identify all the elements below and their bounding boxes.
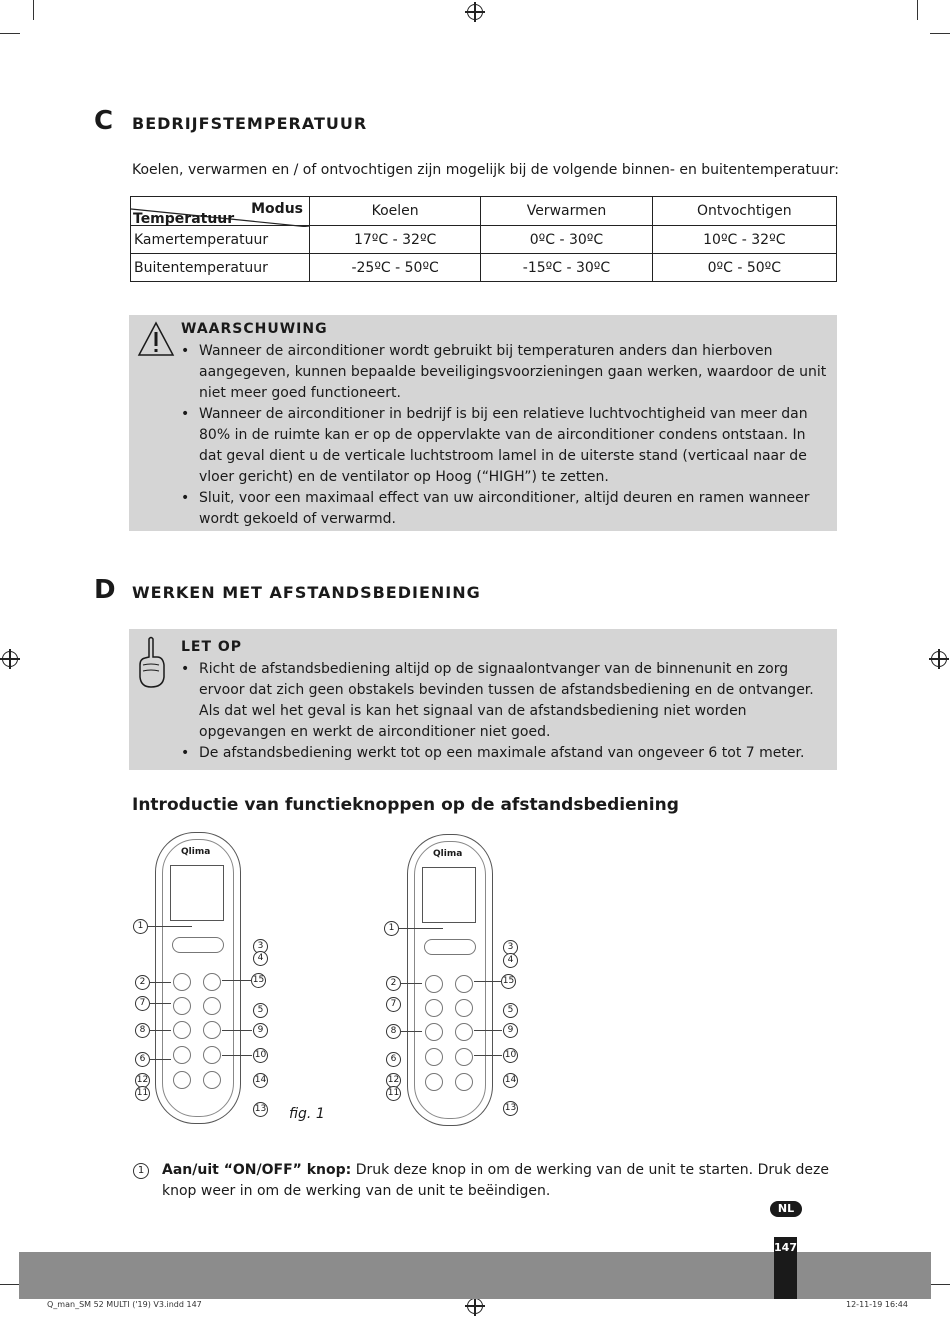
leader-line (149, 1030, 171, 1031)
table-cell: -15ºC - 30ºC (481, 254, 652, 282)
remote-button (173, 997, 191, 1015)
remote-button (425, 999, 443, 1017)
remote-button (425, 975, 443, 993)
section-c-title: BEDRIJFSTEMPERATUUR (132, 114, 368, 133)
item-1-text: Druk deze knop in om de werking van de unit te starten. Druk deze knop weer in om de werking van de unit te beëindigen. (162, 1162, 829, 1199)
crop-mark (930, 1284, 950, 1285)
remote-button (455, 1073, 473, 1091)
section-c-letter: C (94, 106, 114, 136)
table-cell: -25ºC - 50ºC (310, 254, 481, 282)
leader-line (474, 1055, 502, 1056)
table-cell: 17ºC - 32ºC (310, 226, 481, 254)
list-item: • Richt de afstandsbediening altijd op de signaalontvanger van de binnenunit en zorg ervoor dat zich geen obstakels bevinden tussen de afstandsbediening en de ontvanger. Als dat wel het geval is kan het signaal van de afstandsbediening niet worden opgevangen en werkt de airconditioner niet goed. (181, 659, 829, 743)
warning-title: WAARSCHUWING (181, 321, 328, 337)
intro-heading: Introductie van functieknoppen op de afstandsbediening (132, 795, 679, 815)
callout-number: 2 (386, 976, 401, 991)
warning-box (129, 315, 837, 531)
remote-display (422, 867, 476, 923)
remote-button (425, 1023, 443, 1041)
leader-line (400, 983, 422, 984)
power-button (424, 939, 476, 955)
callout-number: 8 (386, 1024, 401, 1039)
callout-number: 5 (253, 1003, 268, 1018)
callout-number: 12 (386, 1073, 401, 1088)
remote-button (173, 1046, 191, 1064)
callout-number: 8 (135, 1023, 150, 1038)
crop-mark (33, 0, 34, 20)
warning-list (181, 341, 829, 530)
callout-number: 13 (503, 1101, 518, 1116)
section-d-title: WERKEN MET AFSTANDSBEDIENING (132, 583, 481, 602)
item-number: 1 (133, 1163, 149, 1179)
remote-button (425, 1048, 443, 1066)
leader-line (222, 1055, 252, 1056)
warning-triangle-icon (137, 321, 175, 357)
leader-line (149, 1003, 171, 1004)
corner-bottom-label: Temperatuur (133, 211, 235, 227)
list-item: • Sluit, voor een maximaal effect van uw airconditioner, altijd deuren en ramen wanneer wordt gekoeld of verwarmd. (181, 488, 829, 530)
temperature-table (130, 196, 837, 282)
note-box (129, 629, 837, 770)
callout-number: 6 (386, 1052, 401, 1067)
item-1-description (162, 1160, 852, 1202)
remote-control-left (155, 832, 241, 1124)
table-header: Verwarmen (481, 197, 652, 226)
callout-number: 5 (503, 1003, 518, 1018)
registration-mark-icon (931, 651, 947, 667)
remote-button (455, 999, 473, 1017)
callout-number: 10 (253, 1048, 268, 1063)
callout-number: 3 (253, 939, 268, 954)
callout-number: 11 (386, 1086, 401, 1101)
registration-mark-icon (467, 4, 483, 20)
leader-line (222, 980, 252, 981)
corner-top-label: Modus (251, 201, 303, 217)
remote-control-right (407, 834, 493, 1126)
footer-left: Q_man_SM 52 MULTI ('19) V3.indd 147 (47, 1300, 202, 1309)
callout-number: 13 (253, 1102, 268, 1117)
page-number: 147 (774, 1241, 797, 1254)
list-item: • Wanneer de airconditioner wordt gebruikt bij temperaturen anders dan hierboven aangegeven, kunnen bepaalde beveiligingsvoorzieningen gaan werken, waardoor de unit niet meer goed functioneert. (181, 341, 829, 404)
leader-line (474, 981, 502, 982)
table-row-label: Kamertemperatuur (131, 226, 310, 254)
table-header-row (131, 197, 837, 226)
table-header: Koelen (310, 197, 481, 226)
remote-button (455, 975, 473, 993)
crop-mark (0, 1284, 20, 1285)
callout-number: 1 (133, 919, 148, 934)
crop-mark (930, 33, 950, 34)
pointing-hand-icon (137, 635, 167, 689)
remote-button (203, 1021, 221, 1039)
crop-mark (917, 0, 918, 20)
registration-mark-icon (467, 1298, 483, 1314)
table-row (131, 226, 837, 254)
note-list (181, 659, 829, 764)
leader-line (147, 926, 192, 927)
figure-caption: fig. 1 (289, 1106, 325, 1122)
leader-line (149, 982, 171, 983)
callout-number: 7 (386, 997, 401, 1012)
remote-brand: Qlima (433, 849, 463, 859)
language-badge: NL (770, 1201, 802, 1217)
callout-number: 11 (135, 1086, 150, 1101)
remote-button (173, 1071, 191, 1089)
callout-number: 1 (384, 921, 399, 936)
remote-button (173, 973, 191, 991)
footer-right: 12-11-19 16:44 (846, 1300, 908, 1309)
callout-number: 2 (135, 975, 150, 990)
table-cell: 0ºC - 30ºC (481, 226, 652, 254)
remote-button (203, 973, 221, 991)
remote-button (203, 1071, 221, 1089)
remote-button (425, 1073, 443, 1091)
remote-brand: Qlima (181, 847, 211, 857)
table-cell: 0ºC - 50ºC (652, 254, 836, 282)
section-d-letter: D (94, 575, 116, 605)
callout-number: 14 (253, 1073, 268, 1088)
table-row-label: Buitentemperatuur (131, 254, 310, 282)
remote-button (455, 1023, 473, 1041)
callout-number: 15 (251, 973, 266, 988)
leader-line (149, 1059, 171, 1060)
callout-number: 9 (253, 1023, 268, 1038)
leader-line (398, 928, 443, 929)
callout-number: 7 (135, 996, 150, 1011)
item-1-label: Aan/uit “ON/OFF” knop: (162, 1162, 352, 1178)
callout-number: 6 (135, 1052, 150, 1067)
callout-number: 4 (253, 951, 268, 966)
section-c-intro: Koelen, verwarmen en / of ontvochtigen zijn mogelijk bij de volgende binnen- en buitentemperatuur: (132, 162, 839, 178)
list-item: • De afstandsbediening werkt tot op een maximale afstand van ongeveer 6 tot 7 meter. (181, 743, 829, 764)
remote-button (203, 997, 221, 1015)
note-title: LET OP (181, 639, 243, 655)
leader-line (474, 1030, 502, 1031)
callout-number: 10 (503, 1048, 518, 1063)
callout-number: 14 (503, 1073, 518, 1088)
crop-mark (0, 33, 20, 34)
power-button (172, 937, 224, 953)
callout-number: 15 (501, 974, 516, 989)
callout-number: 9 (503, 1023, 518, 1038)
remote-button (203, 1046, 221, 1064)
leader-line (400, 1031, 422, 1032)
callout-number: 12 (135, 1073, 150, 1088)
table-cell: 10ºC - 32ºC (652, 226, 836, 254)
remote-button (455, 1048, 473, 1066)
remote-button (173, 1021, 191, 1039)
table-row (131, 254, 837, 282)
list-item: • Wanneer de airconditioner in bedrijf is bij een relatieve luchtvochtigheid van meer dan 80% in de ruimte kan er op de oppervlakte van de airconditioner condens ontstaan. In dat geval dient u de verticale luchtstroom lamel in de uiterste stand (verticaal naar de vloer gericht) en de ventilator op Hoog (“HIGH”) te zetten. (181, 404, 829, 488)
callout-number: 3 (503, 940, 518, 955)
callout-number: 4 (503, 953, 518, 968)
table-header: Ontvochtigen (652, 197, 836, 226)
leader-line (222, 1030, 252, 1031)
table-corner-cell (131, 197, 310, 226)
registration-mark-icon (2, 651, 18, 667)
remote-display (170, 865, 224, 921)
